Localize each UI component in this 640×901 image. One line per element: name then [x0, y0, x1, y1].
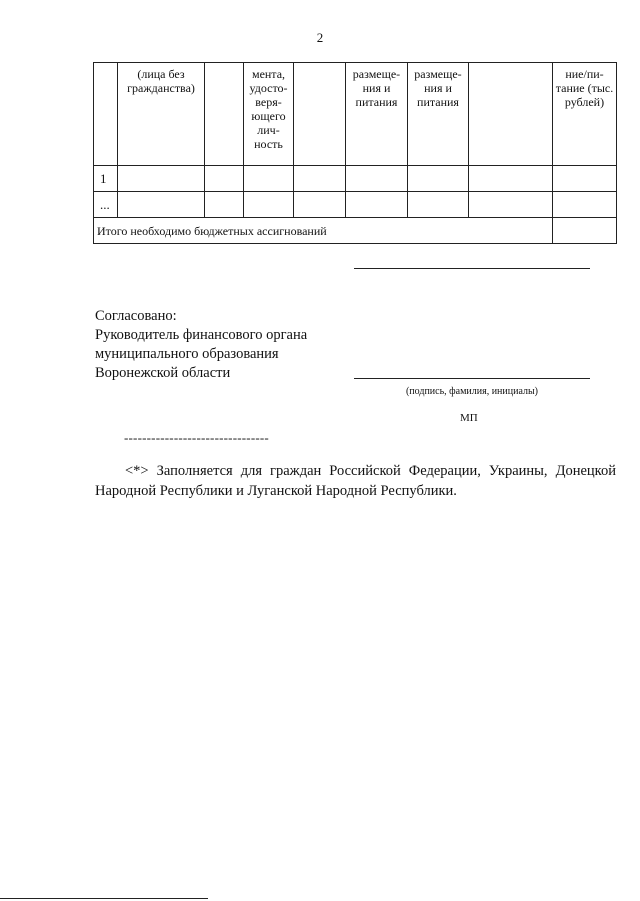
header-cell	[469, 63, 553, 166]
header-cell: размеще-ния и питания	[408, 63, 469, 166]
table-cell	[205, 166, 244, 192]
signature-caption: (подпись, фамилия, инициалы)	[405, 386, 539, 397]
table-cell	[118, 166, 205, 192]
table-cell	[408, 166, 469, 192]
table-cell	[294, 166, 346, 192]
page-number: 2	[316, 30, 324, 45]
table-cell	[205, 192, 244, 218]
total-row	[94, 218, 617, 244]
agreement-line: Руководитель финансового органа	[95, 327, 308, 343]
stamp-place: МП	[460, 412, 478, 424]
row-number: ...	[94, 192, 118, 218]
footnote-separator: --------------------------------	[124, 430, 269, 445]
table-row	[94, 192, 617, 218]
header-cell	[94, 63, 118, 166]
header-cell: (лица без гражданства)	[118, 63, 205, 166]
table-cell	[346, 166, 408, 192]
agreement-block	[95, 307, 307, 383]
table-cell	[469, 192, 553, 218]
table-cell	[244, 166, 294, 192]
agreement-line: Воронежской области	[95, 365, 231, 381]
table-cell	[469, 166, 553, 192]
table-cell	[294, 192, 346, 218]
table-cell	[244, 192, 294, 218]
row-number: 1	[94, 166, 118, 192]
signature-line	[354, 378, 590, 379]
header-cell: размеще-ния и питания	[346, 63, 408, 166]
header-cell: ние/пи-тание (тыс. рублей)	[553, 63, 617, 166]
total-value	[553, 218, 617, 244]
agreement-line: Согласовано:	[95, 308, 177, 324]
table-cell	[346, 192, 408, 218]
bottom-rule	[0, 898, 208, 899]
footnote-text: <*> Заполняется для граждан Российской Федерации, Украины, Донецкой Народной Республики и Луганской Народной Республики.	[95, 463, 616, 499]
table-cell	[553, 166, 617, 192]
table-header-row	[94, 63, 617, 166]
table-row	[94, 166, 617, 192]
total-label: Итого необходимо бюджетных ассигнований	[94, 218, 553, 244]
table-cell	[408, 192, 469, 218]
signature-line-top	[354, 268, 590, 269]
header-cell	[294, 63, 346, 166]
table-cell	[118, 192, 205, 218]
table-cell	[553, 192, 617, 218]
header-cell: мента, удосто-веря-ющего лич-ность	[244, 63, 294, 166]
header-cell	[205, 63, 244, 166]
budget-table	[93, 62, 617, 244]
agreement-line: муниципального образования	[95, 346, 279, 362]
